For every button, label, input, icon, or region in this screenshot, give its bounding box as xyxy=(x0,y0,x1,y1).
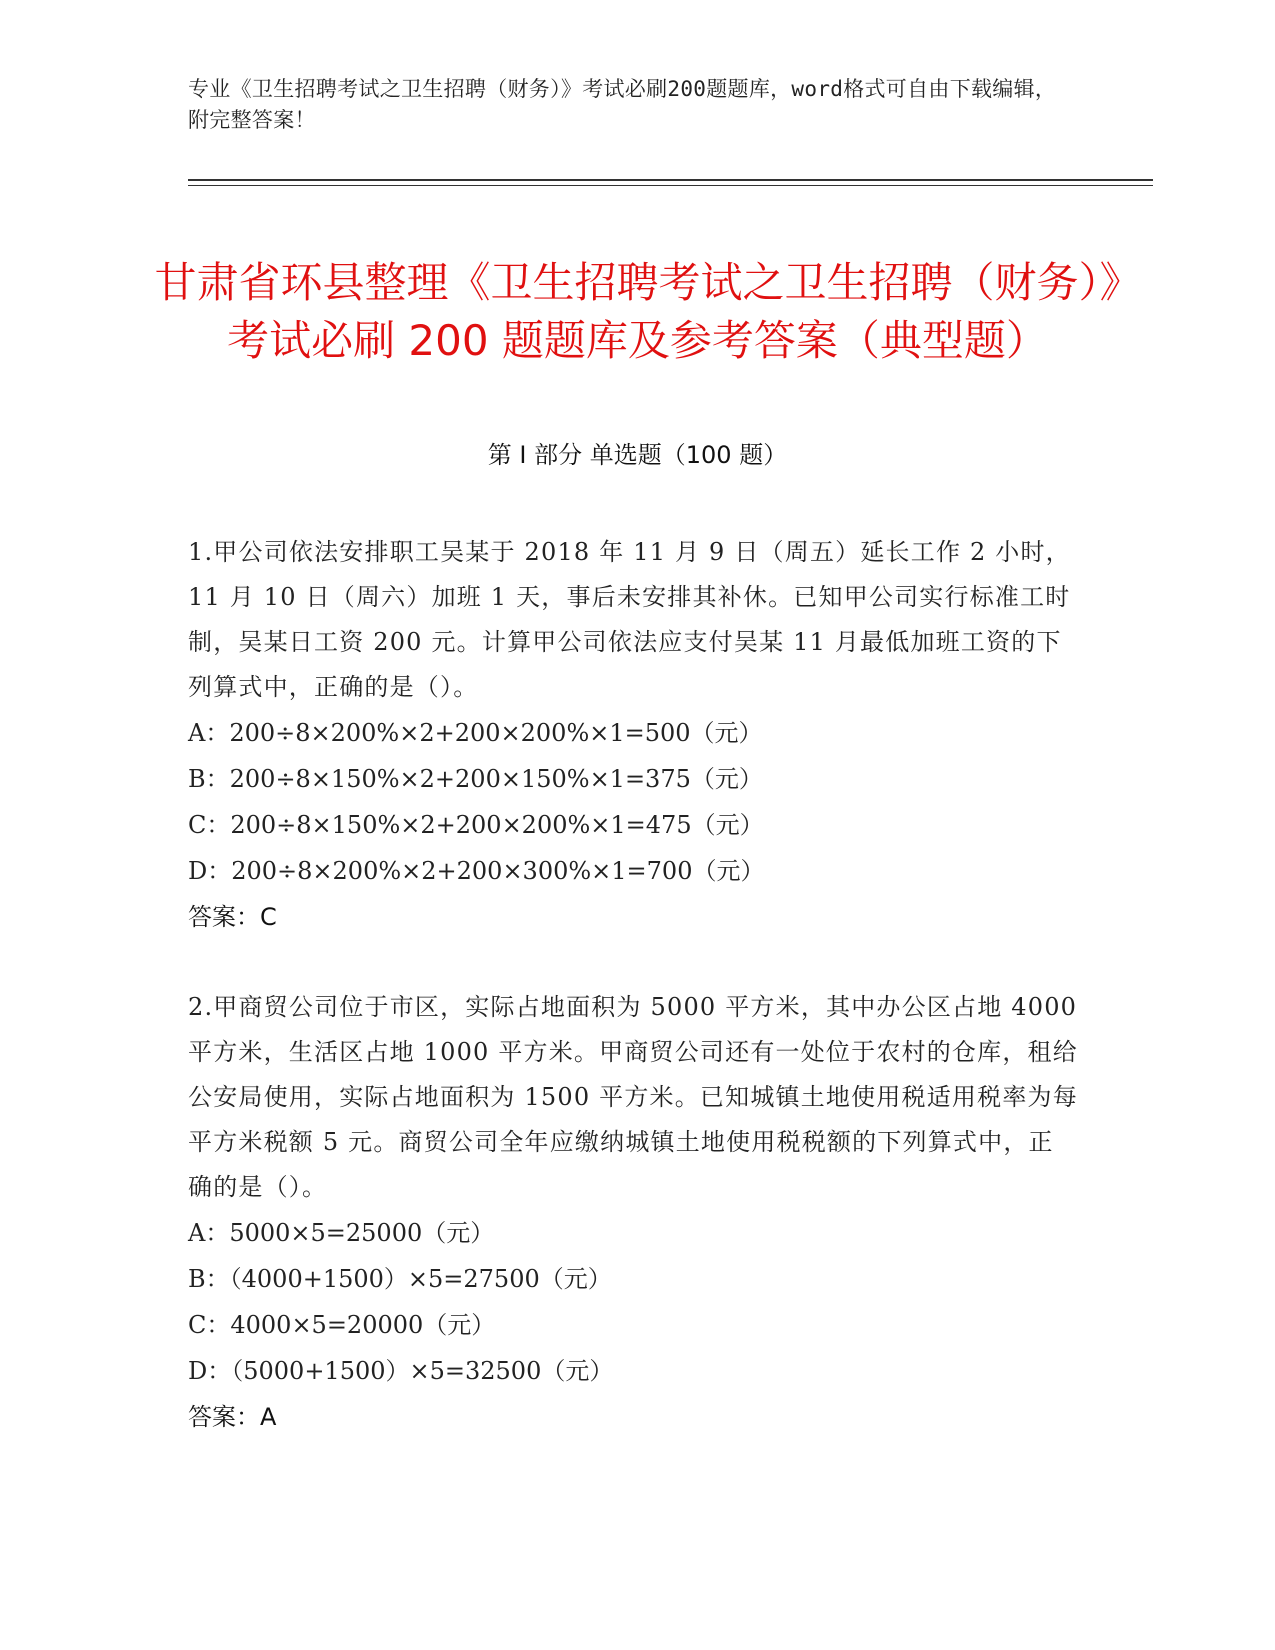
option-b: B：（4000+1500）×5=27500（元） xyxy=(188,1265,612,1293)
option-b: B：200÷8×150%×2+200×150%×1=375（元） xyxy=(188,765,763,793)
option-d: D：200÷8×200%×2+200×300%×1=700（元） xyxy=(188,857,765,885)
option-d: D：（5000+1500）×5=32500（元） xyxy=(188,1357,614,1385)
option-c: C：4000×5=20000（元） xyxy=(188,1311,496,1339)
option-a: A：200÷8×200%×2+200×200%×1=500（元） xyxy=(188,719,763,747)
question-stem: 2.甲商贸公司位于市区，实际占地面积为 5000 平方米，其中办公区占地 4000 平方米，生活区占地 1000 平方米。甲商贸公司还有一处位于农村的仓库，租给公安局使用，实际占地面积为 1500 平方米。已知城镇土地使用税适用税率为每平方米税额 5 元。商贸公司全年应缴纳城镇土地使用税税额的下列算式中，正确的是（）。 xyxy=(188,993,1078,1201)
header-divider-thin xyxy=(188,185,1153,186)
answer: 答案：C xyxy=(188,903,277,931)
question-2 xyxy=(188,985,1078,1440)
option-a: A：5000×5=25000（元） xyxy=(188,1219,495,1247)
question-stem: 1.甲公司依法安排职工吴某于 2018 年 11 月 9 日（周五）延长工作 2 小时，11 月 10 日（周六）加班 1 天，事后未安排其补休。已知甲公司实行标准工时制，吴某日工资 200 元。计算甲公司依法应支付吴某 11 月最低加班工资的下列算式中，正确的是（）。 xyxy=(188,538,1071,701)
question-1 xyxy=(188,530,1078,940)
header-divider-thick xyxy=(188,179,1153,181)
header-note: 专业《卫生招聘考试之卫生招聘（财务）》考试必刷200题题库，word格式可自由下载编辑，附完整答案！ xyxy=(188,77,1057,132)
document-title: 甘肃省环县整理《卫生招聘考试之卫生招聘（财务）》考试必刷 200 题题库及参考答案（典型题） xyxy=(154,258,1121,366)
answer: 答案：A xyxy=(188,1403,277,1431)
option-c: C：200÷8×150%×2+200×200%×1=475（元） xyxy=(188,811,764,839)
section-title: 第 I 部分 单选题（100 题） xyxy=(487,441,788,469)
